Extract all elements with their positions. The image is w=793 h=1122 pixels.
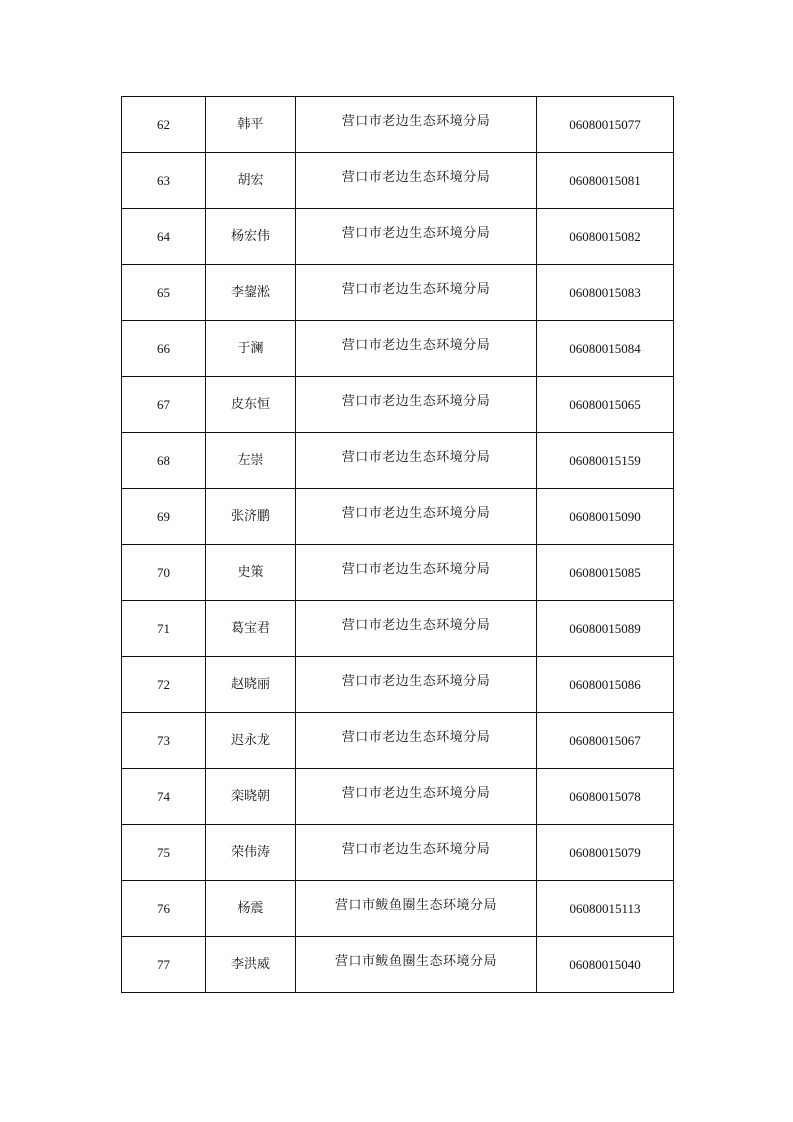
table-row [122,209,674,265]
person-name: 韩平 [206,97,296,153]
table-row [122,769,674,825]
person-name: 皮东恒 [206,377,296,433]
person-name: 李洪威 [206,937,296,993]
person-name: 杨宏伟 [206,209,296,265]
unit-name-text: 营口市老边生态环境分局 [341,338,491,353]
unit-name [296,769,537,825]
person-name: 栾晓朝 [206,769,296,825]
row-number: 76 [122,881,206,937]
unit-name [296,937,537,993]
unit-name [296,489,537,545]
row-number: 72 [122,657,206,713]
person-name: 李鋆淞 [206,265,296,321]
table-row [122,937,674,993]
unit-name [296,601,537,657]
row-number: 68 [122,433,206,489]
person-name: 杨震 [206,881,296,937]
unit-name-text: 营口市老边生态环境分局 [341,450,491,465]
unit-name-text: 营口市老边生态环境分局 [341,282,491,297]
unit-name [296,657,537,713]
table-row [122,265,674,321]
unit-name-text: 营口市老边生态环境分局 [341,226,491,241]
table-body [122,97,674,993]
unit-name [296,377,537,433]
table-row [122,825,674,881]
unit-name [296,881,537,937]
table-row [122,657,674,713]
personnel-table [121,96,674,993]
unit-name-text: 营口市老边生态环境分局 [341,562,491,577]
table-row [122,433,674,489]
unit-name [296,825,537,881]
unit-name [296,321,537,377]
table-row [122,881,674,937]
person-name: 于澜 [206,321,296,377]
certificate-number: 06080015086 [537,657,674,713]
row-number: 63 [122,153,206,209]
person-name: 荣伟涛 [206,825,296,881]
unit-name [296,545,537,601]
table-row [122,377,674,433]
row-number: 66 [122,321,206,377]
table-row [122,713,674,769]
certificate-number: 06080015085 [537,545,674,601]
certificate-number: 06080015067 [537,713,674,769]
person-name: 迟永龙 [206,713,296,769]
unit-name-text: 营口市老边生态环境分局 [341,394,491,409]
unit-name [296,209,537,265]
certificate-number: 06080015089 [537,601,674,657]
certificate-number: 06080015113 [537,881,674,937]
row-number: 69 [122,489,206,545]
unit-name [296,153,537,209]
certificate-number: 06080015079 [537,825,674,881]
unit-name [296,713,537,769]
certificate-number: 06080015078 [537,769,674,825]
certificate-number: 06080015077 [537,97,674,153]
person-name: 葛宝君 [206,601,296,657]
person-name: 胡宏 [206,153,296,209]
row-number: 77 [122,937,206,993]
unit-name-text: 营口市老边生态环境分局 [341,618,491,633]
row-number: 73 [122,713,206,769]
person-name: 张济鹏 [206,489,296,545]
certificate-number: 06080015065 [537,377,674,433]
person-name: 赵晓丽 [206,657,296,713]
row-number: 70 [122,545,206,601]
certificate-number: 06080015082 [537,209,674,265]
table-row [122,601,674,657]
person-name: 史策 [206,545,296,601]
unit-name [296,433,537,489]
unit-name-text: 营口市老边生态环境分局 [341,786,491,801]
person-name: 左崇 [206,433,296,489]
unit-name-text: 营口市老边生态环境分局 [341,730,491,745]
unit-name-text: 营口市老边生态环境分局 [341,114,491,129]
certificate-number: 06080015159 [537,433,674,489]
table-row [122,153,674,209]
certificate-number: 06080015081 [537,153,674,209]
unit-name-text: 营口市老边生态环境分局 [341,674,491,689]
table-row [122,97,674,153]
unit-name [296,265,537,321]
table-row [122,545,674,601]
unit-name-text: 营口市老边生态环境分局 [341,506,491,521]
unit-name-text: 营口市老边生态环境分局 [341,170,491,185]
certificate-number: 06080015040 [537,937,674,993]
unit-name-text: 营口市鲅鱼圈生态环境分局 [334,898,497,913]
row-number: 65 [122,265,206,321]
row-number: 74 [122,769,206,825]
certificate-number: 06080015083 [537,265,674,321]
row-number: 62 [122,97,206,153]
row-number: 75 [122,825,206,881]
unit-name-text: 营口市鲅鱼圈生态环境分局 [334,954,497,969]
unit-name-text: 营口市老边生态环境分局 [341,842,491,857]
row-number: 64 [122,209,206,265]
table-row [122,489,674,545]
row-number: 71 [122,601,206,657]
certificate-number: 06080015090 [537,489,674,545]
certificate-number: 06080015084 [537,321,674,377]
row-number: 67 [122,377,206,433]
table-row [122,321,674,377]
unit-name [296,97,537,153]
